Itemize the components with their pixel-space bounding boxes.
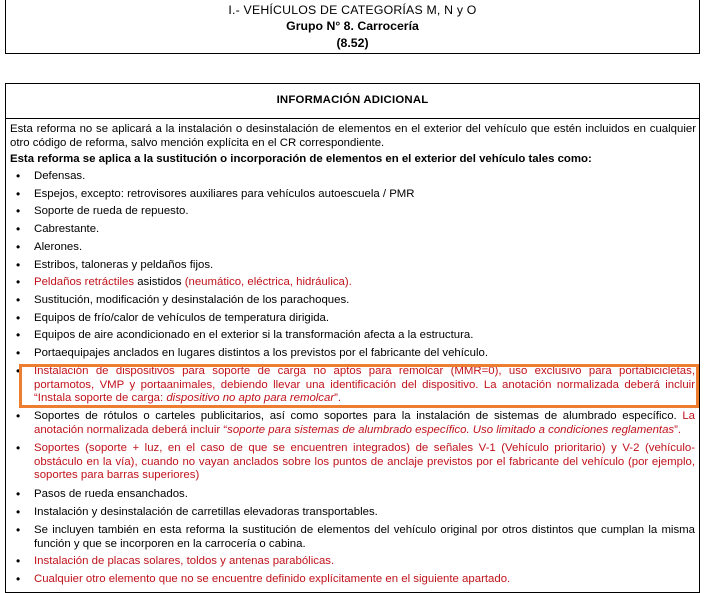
- bullet-icon: •: [16, 328, 21, 343]
- intro-paragraph: Esta reforma no se aplicará a la instalación o desinstalación de elementos en el exterior del vehículo que estén incluidos en cualquier otro código de reforma, salvo mención explícita en el CR correspondiente.: [10, 123, 696, 149]
- bullet-icon: •: [16, 487, 21, 501]
- vehicle-category-heading: I.- VEHÍCULOS DE CATEGORÍAS M, N y O: [228, 3, 477, 17]
- item-text: Peldaños retráctiles asistidos (neumático, eléctrica, hidráulica).: [34, 276, 352, 289]
- bullet-icon: •: [16, 364, 21, 378]
- bullet-icon: •: [16, 523, 21, 537]
- section-title: INFORMACIÓN ADICIONAL: [276, 94, 429, 106]
- bullet-icon: •: [16, 275, 21, 290]
- bullet-icon: •: [16, 169, 21, 183]
- intro-bold-paragraph: Esta reforma se aplica a la sustitución o incorporación de elementos en el exterior del vehículo tales como:: [10, 153, 592, 165]
- bullet-icon: •: [16, 441, 21, 455]
- section-title-row: [6, 84, 699, 119]
- highlight-annotation-box: [19, 364, 699, 408]
- item-text: Instalación de dispositivos para soporte de carga no aptos para remolcar (MMR=0), uso exclusivo para portabicicletas, portamotos, VMP y portaanimales, debiendo llevar una identificación del dispositivo. La anotación normalizada deberá incluir “Instala soporte de carga: dispositivo no apto para remolcar”.: [34, 365, 695, 405]
- bullet-icon: •: [16, 257, 21, 272]
- document-header: [5, 0, 700, 54]
- item-text: Soportes de rótulos o carteles publicitarios, así como soportes para la instalación de sistemas de alumbrado específico. La anotación normalizada deberá incluir “soporte para sistemas de alumbrado específico. Uso limitado a condiciones reglamentas”.: [34, 410, 695, 436]
- reform-code: (8.52): [336, 36, 369, 50]
- bullet-icon: •: [16, 204, 21, 219]
- bullet-icon: •: [16, 572, 21, 586]
- bullet-icon: •: [16, 505, 21, 519]
- bullet-icon: •: [16, 409, 21, 423]
- bullet-icon: •: [16, 554, 21, 568]
- bullet-icon: •: [16, 292, 21, 307]
- bullet-icon: •: [16, 186, 21, 201]
- additional-info-section: INFORMACIÓN ADICIONAL Esta reforma no se aplicará a la instalación o desinstalación de elementos en el exterior del vehículo que estén incluidos en cualquier otro código de reforma, salvo mención explícita en el CR correspondiente. Esta reforma se aplica a la sustitución o incorporación de elementos en el exterior del vehículo tales como: • Defensas. • Espejos, excepto: retrovisores auxiliares para vehículos autoescuela / PMR • Soporte de rueda de repuesto. • Cabrestante. • Alerones. • Estribos, taloneras y peldaños fijos. • Peldaños retráctiles asistidos (neumático, eléctrica, hidráulica). • Sustitución, modificación y desinstalación de los parachoques. • Equipos de frío/calor de vehículos de temperatura dirigida. • Equipos de aire acondicionado en el exterior si la transformación afecta a la estructura. • Portaequipajes anclados en lugares distintos a los previstos por el fabricante del vehículo. • Instalación de dispositivos para soporte de carga no aptos para remolcar (MMR=0), uso exclusivo para portabicicletas, portamotos, VMP y portaanimales, debiendo llevar una identificación del dispositivo. La anotación normalizada deberá incluir “Instala soporte de carga: dispositivo no apto para remolcar”. • Soportes de rótulos o carteles publicitarios, así como soportes para la instalación de sistemas de alumbrado específico. La anotación normalizada deberá incluir “soporte para sistemas de alumbrado específico. Uso limitado a condiciones reglamentas”. • Soportes (soporte + luz, en el caso de que se encuentren integrados) de señales V-1 (Vehículo prioritario) y V-2 (vehículo-obstáculo en la vía), cuando no vayan anclados sobre los puntos de anclaje previstos por el fabricante del vehículo (por ejemplo, soportes para barras superiores) • Pasos de rueda ensanchados. • Instalación y desinstalación de carretillas elevadoras transportables. • Se incluyen también en esta reforma la sustitución de elementos del vehículo original por otros distintos que cumplan la misma función y que se incorporen en la carrocería o cabina. • Instalación de placas solares, toldos y antenas parabólicas. • Cualquier otro elemento que no se encuentre definido explícitamente en el siguiente apartado.: [5, 83, 700, 593]
- bullet-icon: •: [16, 310, 21, 325]
- group-title: Grupo N° 8. Carrocería: [286, 19, 419, 33]
- bullet-icon: •: [16, 239, 21, 254]
- bullet-icon: •: [16, 222, 21, 237]
- bullet-icon: •: [16, 346, 21, 360]
